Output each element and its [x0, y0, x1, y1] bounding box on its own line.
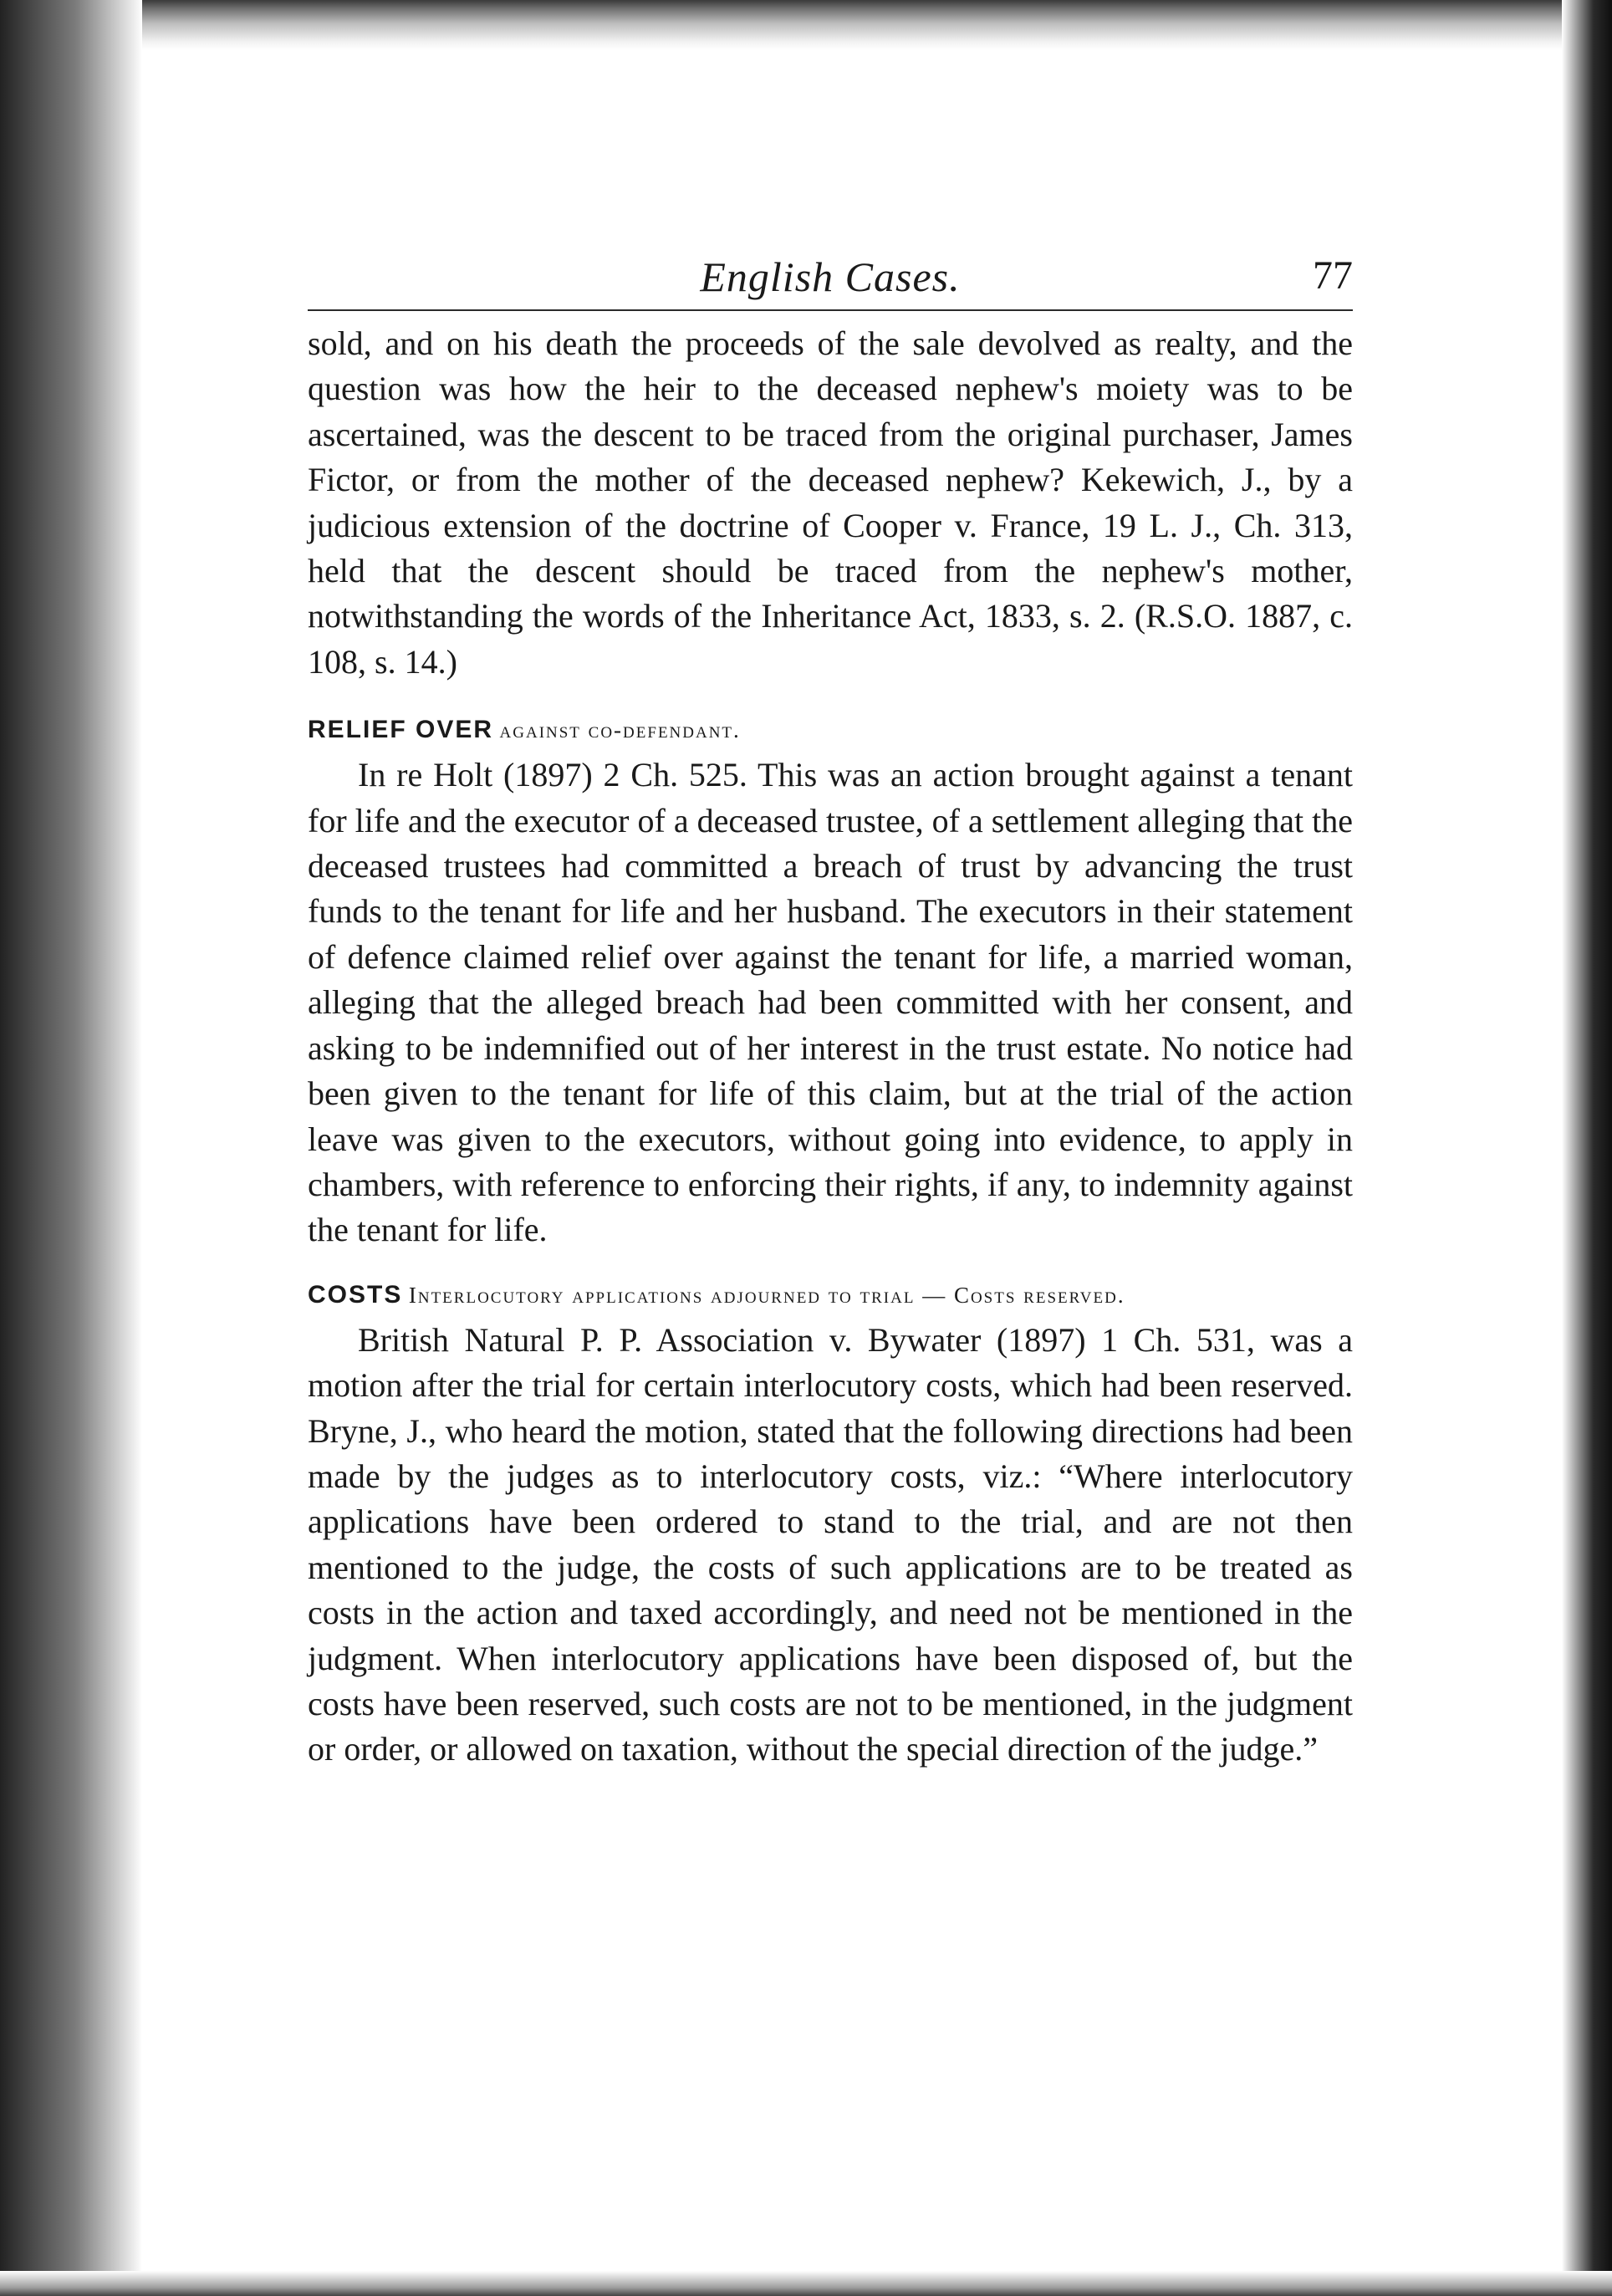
scan-edge-left — [0, 0, 142, 2296]
section-heading-costs — [308, 1278, 1353, 1313]
heading-lead: COSTS — [308, 1280, 403, 1309]
heading-subtitle: Interlocutory applications adjourned to trial — Costs reserved. — [408, 1282, 1125, 1308]
page — [308, 234, 1353, 1773]
scan-edge-top — [0, 0, 1612, 50]
paragraph-relief-over: In re Holt (1897) 2 Ch. 525. This was an action brought against a tenant for life and the executor of a deceased trustee, of a settlement alleging that the deceased trustees had committed a breach of trust by advancing the trust funds to the tenant for life and her husband. The executors in their statement of defence claimed relief over against the tenant for life, a married woman, alleging that the alleged breach had been committed with her consent, and asking to be indemnified out of her interest in the trust estate. No notice had been given to the tenant for life of this claim, but at the trial of the action leave was given to the executors, without going into evidence, to apply in chambers, with reference to enforcing their rights, if any, to indemnity against the tenant for life. — [308, 756, 1353, 1249]
scan-edge-right — [1562, 0, 1612, 2296]
heading-lead: RELIEF OVER — [308, 716, 494, 744]
section-heading-relief-over — [308, 713, 1353, 747]
paragraph-costs: British Natural P. P. Association v. Bywater (1897) 1 Ch. 531, was a motion after the trial for certain interlocutory costs, which had been reserved. Bryne, J., who heard the motion, stated that the following directions had been made by the judges as to interlocutory costs, viz.: “Where interlocutory applications have been ordered to stand to the trial, and are not then mentioned to the judge, the costs of such applications are to be treated as costs in the action and taxed accordingly, and need not be mentioned in the judgment. When interlocutory applications have been disposed of, but the costs have been reserved, such costs are not to be mentioned, in the judgment or order, or allowed on taxation, without the special direction of the judge.” — [308, 1320, 1353, 1768]
heading-subtitle: against co-defendant. — [499, 717, 741, 743]
scan-edge-bottom — [0, 2271, 1612, 2296]
paragraph-descent: sold, and on his death the proceeds of the sale devolved as realty, and the question was how the heir to the deceased nephew's moiety was to be ascertained, was the descent to be traced from the original purchaser, James Fictor, or from the mother of the deceased nephew? Kekewich, J., by a judicious extension of the doctrine of Cooper v. France, 19 L. J., Ch. 313, held that the descent should be traced from the nephew's mother, notwithstanding the words of the Inheritance Act, 1833, s. 2. (R.S.O. 1887, c. 108, s. 14.) — [308, 324, 1353, 681]
page-number: 77 — [1313, 253, 1353, 298]
running-title: English Cases. — [700, 253, 961, 300]
running-head — [308, 234, 1353, 311]
